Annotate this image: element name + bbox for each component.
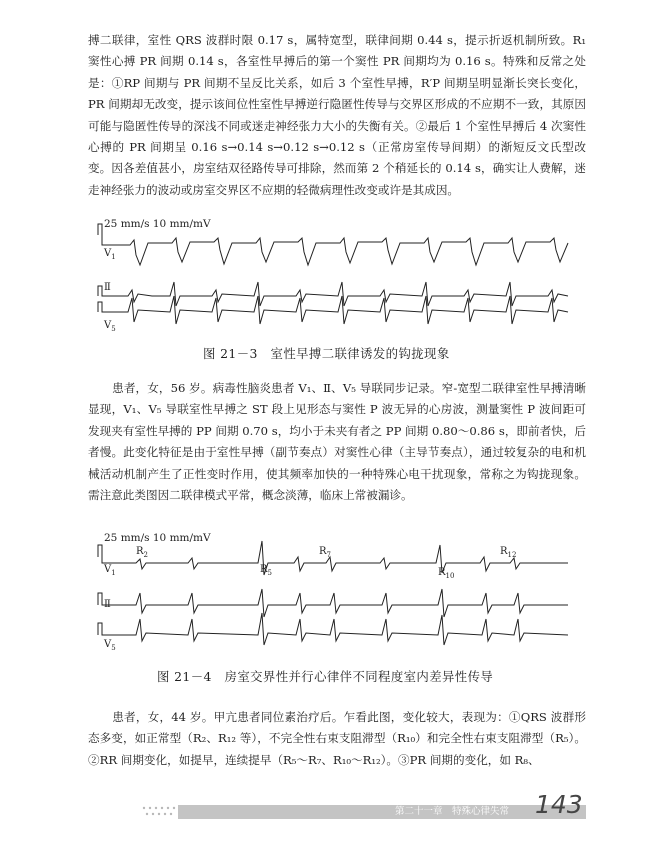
figure-21-4-caption: 图 21－4 房室交界性并行心律伴不同程度室内差异性传导 [157,669,494,684]
ecg2-lead-label-v5: $V_5$ [104,639,116,652]
beat-label-r12: $R_{12}$ [500,546,517,559]
ecg1-lead-label-ii: Ⅱ [104,282,111,293]
beat-label-r7: $R_7$ [319,546,331,559]
paragraph-3-text: 患者，女，44 岁。甲亢患者同位素治疗后。乍看此图，变化较大，表现为：①QRS 波群形态多变，如正常型（R₂、R₁₂ 等），不完全性右束支阻滞型（R₁₀）和完全性右束支阻滞型（R₅）。②RR 间期变化，如提早，连续提早（R₅～R₇、R₁₀～R₁₂）。③PR 间期的变化，如 R₈、 [88,710,586,767]
ecg2-lead-label-v1: $V_1$ [104,564,116,577]
beat-label-r2: $R_2$ [136,546,148,559]
figure-21-3-caption: 图 21－3 室性早搏二联律诱发的钩拢现象 [203,346,450,361]
footer-bar [178,805,586,819]
beat-label-r10: $R_{10}$ [438,567,455,580]
ecg1-lead-label-v5: $V_5$ [104,320,116,333]
paragraph-1-text: 搏二联律，室性 QRS 波群时限 0.17 s，属特宽型，联律间期 0.44 s，提示折返机制所致。R₁ 窦性心搏 PR 间期 0.14 s，各室性早搏后的第一个窦性 PR 间期均为 0.16 s。特殊和反常之处是：①RP 间期与 PR 间期不呈反比关系，如后 3 个室性早搏，R′P 间期呈明显渐长突长变化，PR 间期却无改变，提示该间位性室性早搏逆行隐匿性传导与交界区形成的不应期不一致，其原因可能与隐匿性传导的深浅不同或迷走神经张力大小的失衡有关。②最后 1 个室性早搏后 4 次窦性心搏的 PR 间期呈 0.16 s→0.14 s→0.12 s→0.12 s（正常房室传导间期）的渐短反文氏型改变。因各差值甚小，房室结双径路传导可排除，然而第 2 个稍延长的 0.14 s，确实让人费解，迷走神经张力的波动或房室交界区不应期的轻微病理性改变或许是其成因。 [88,33,586,197]
paragraph-2 [88,378,586,506]
ecg1-calibration-label: 25 mm/s 10 mm/mV [104,218,211,230]
figure-21-3-ecg [90,210,575,335]
beat-label-r5: $R_5$ [260,564,272,577]
footer-dot-pattern [140,804,176,820]
ecg1-lead-label-v1: $V_1$ [104,248,116,261]
paragraph-3 [88,707,586,771]
page-number: 143 [535,790,583,819]
paragraph-2-text: 患者，女，56 岁。病毒性脑炎患者 V₁、Ⅱ、V₅ 导联同步记录。窄-宽型二联律室性早搏清晰显现，V₁、V₅ 导联室性早搏之 ST 段上见形态与窦性 P 波无异的心房波，测量窦性 P 波间距可发现夹有室性早搏的 PP 间期 0.70 s，均小于未夹有者之 PP 间期 0.80～0.86 s，即前者快，后者慢。此变化特征是由于室性早搏（副节奏点）对窦性心律（主导节奏点），通过较复杂的电和机械活动机制产生了正性变时作用，使其频率加快的一种特殊心电干扰现象，常称之为钩拢现象。需注意此类图因二联律模式平常，概念淡薄，临床上常被漏诊。 [88,381,586,503]
ecg2-lead-label-ii: Ⅱ [104,599,111,610]
paragraph-1 [88,30,586,201]
ecg2-calibration-label: 25 mm/s 10 mm/mV [104,532,211,544]
footer-chapter-title: 第二十一章 特殊心律失常 [395,806,510,817]
figure-21-4-ecg [90,527,575,655]
